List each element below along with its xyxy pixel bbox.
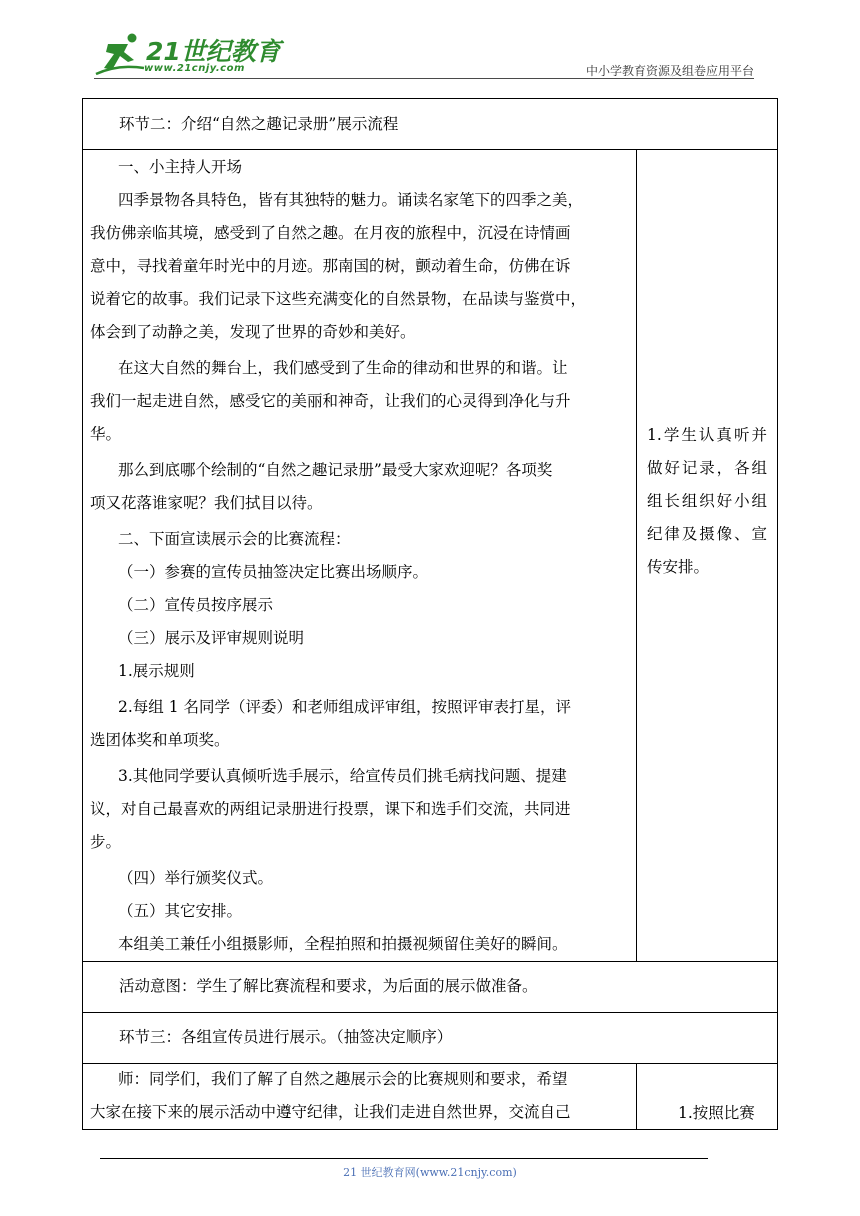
main-line-8: 华。 <box>90 425 122 443</box>
main-line-23: 本组美工兼任小组摄影师，全程拍照和拍摄视频留住美好的瞬间。 <box>118 935 568 953</box>
last-line-0: 师：同学们，我们了解了自然之趣展示会的比赛规则和要求，希望 <box>118 1070 568 1088</box>
main-line-3: 意中，寻找着童年时光中的月迹。那南国的树，颤动着生命，仿佛在诉 <box>90 257 571 275</box>
page-header <box>0 0 860 90</box>
main-line-15: 1.展示规则 <box>118 662 195 680</box>
logo-url: www.21cnjy.com <box>144 63 245 74</box>
section3-title-cell <box>82 1012 778 1064</box>
main-line-13: （二）宣传员按序展示 <box>118 596 274 614</box>
platform-label: 中小学教育资源及组卷应用平台 <box>585 64 754 78</box>
main-line-1: 四季景物各具特色，皆有其独特的魅力。诵读名家笔下的四季之美， <box>118 191 584 209</box>
main-line-18: 3.其他同学要认真倾听选手展示，给宣传员们挑毛病找问题、提建 <box>118 767 567 785</box>
main-line-7: 我们一起走进自然，感受它的美丽和神奇，让我们的心灵得到净化与升 <box>90 392 571 410</box>
main-line-14: （三）展示及评审规则说明 <box>118 629 305 647</box>
logo <box>94 30 281 80</box>
main-line-0: 一、小主持人开场 <box>118 158 243 176</box>
main-line-2: 我仿佛亲临其境，感受到了自然之趣。在月夜的旅程中，沉浸在诗情画 <box>90 224 571 242</box>
last-side-text: 1.按照比赛 <box>678 1104 755 1122</box>
logo-text: 21世纪教育 <box>146 37 281 66</box>
main-line-22: （五）其它安排。 <box>118 902 243 920</box>
section2-title-cell <box>82 98 778 150</box>
main-line-10: 项又花落谁家呢？我们拭目以待。 <box>90 494 323 512</box>
intent-cell <box>82 961 778 1013</box>
main-line-19: 议，对自己最喜欢的两组记录册进行投票，课下和选手们交流，共同进 <box>90 800 571 818</box>
header-divider <box>94 78 754 79</box>
main-side-text: 1.学生认真听并做好记录，各组组长组织好小组纪律及摄像、宣传安排。 <box>647 426 767 576</box>
main-line-6: 在这大自然的舞台上，我们感受到了生命的律动和世界的和谐。让 <box>118 359 568 377</box>
main-line-16: 2.每组 1 名同学（评委）和老师组成评审组，按照评审表打星，评 <box>118 698 572 716</box>
footer-text: 21 世纪教育网(www.21cnjy.com) <box>343 1166 517 1179</box>
footer-divider <box>100 1158 708 1159</box>
main-line-9: 那么到底哪个绘制的“自然之趣记录册”最受大家欢迎呢？各项奖 <box>118 461 553 479</box>
main-line-5: 体会到了动静之美，发现了世界的奇妙和美好。 <box>90 323 416 341</box>
last-line-1: 大家在接下来的展示活动中遵守纪律，让我们走进自然世界，交流自己 <box>90 1103 571 1121</box>
main-line-4: 说着它的故事。我们记录下这些充满变化的自然景物，在品读与鉴赏中， <box>90 290 587 308</box>
lesson-table <box>82 98 778 1130</box>
main-line-20: 步。 <box>90 833 122 851</box>
runner-logo-icon <box>94 30 146 76</box>
main-line-11: 二、下面宣读展示会的比赛流程： <box>118 530 351 548</box>
main-line-17: 选团体奖和单项奖。 <box>90 731 230 749</box>
section2-title: 环节二：介绍“自然之趣记录册”展示流程 <box>119 115 399 133</box>
activity-intent: 活动意图：学生了解比赛流程和要求，为后面的展示做准备。 <box>119 977 538 995</box>
main-line-21: （四）举行颁奖仪式。 <box>118 869 274 887</box>
section3-title: 环节三：各组宣传员进行展示。（抽签决定顺序） <box>119 1028 453 1046</box>
main-line-12: （一）参赛的宣传员抽签决定比赛出场顺序。 <box>118 563 429 581</box>
